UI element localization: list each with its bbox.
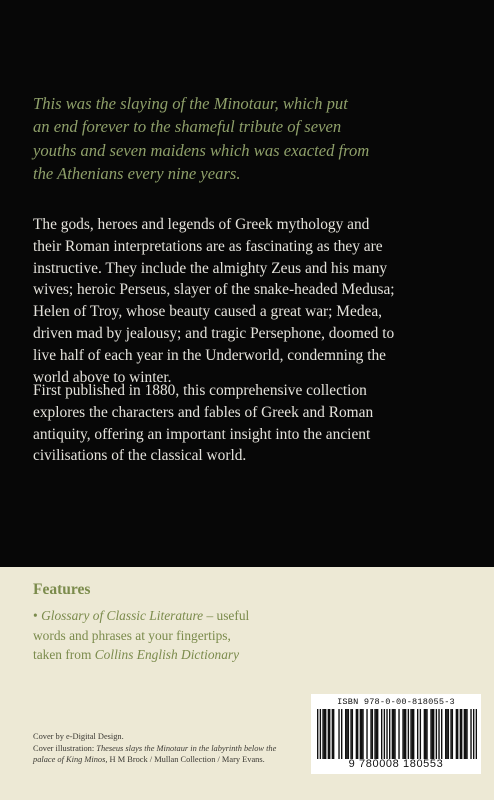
barcode-bar bbox=[432, 709, 433, 759]
paragraph-line: First published in 1880, this comprehensive collection bbox=[33, 382, 367, 399]
quote-line: youths and seven maidens which was exacted from bbox=[33, 140, 370, 160]
features-heading: Features bbox=[33, 581, 91, 598]
barcode-bar bbox=[466, 709, 467, 759]
barcode-bar bbox=[433, 709, 434, 759]
barcode-bar bbox=[448, 709, 449, 759]
barcode-bar bbox=[370, 709, 371, 759]
barcode-bar bbox=[389, 709, 390, 759]
barcode-bars bbox=[317, 709, 477, 759]
barcode-bar bbox=[460, 709, 461, 759]
barcode-bar bbox=[424, 709, 425, 759]
barcode-bar bbox=[372, 709, 373, 759]
barcode-bar bbox=[398, 709, 399, 759]
barcode-bar bbox=[461, 709, 462, 759]
paragraph-line: their Roman interpretations are as fascinating as they are bbox=[33, 237, 383, 255]
barcode-bar bbox=[405, 709, 406, 759]
barcode-bar bbox=[436, 709, 437, 759]
barcode-bar bbox=[392, 709, 393, 759]
barcode-bar bbox=[456, 709, 457, 759]
barcode-bar bbox=[412, 709, 413, 759]
description-paragraph-1 bbox=[33, 214, 473, 388]
cover-credits bbox=[33, 731, 323, 766]
barcode-number: 9 780008 180553 bbox=[348, 758, 444, 770]
paragraph-line: instructive. They include the almighty Zeus and his many bbox=[33, 259, 388, 277]
barcode-bar bbox=[332, 709, 333, 759]
credit-line-2: Cover illustration: Theseus slays the Minotaur in the labyrinth below the bbox=[33, 743, 277, 753]
barcode-bar bbox=[452, 709, 453, 759]
barcode-bar bbox=[394, 709, 395, 759]
barcode-bar bbox=[473, 709, 474, 759]
barcode-bar bbox=[445, 709, 446, 759]
barcode-bar bbox=[328, 709, 329, 759]
barcode-bar bbox=[377, 709, 378, 759]
feature-text: – useful bbox=[203, 608, 250, 623]
barcode-bar bbox=[362, 709, 363, 759]
barcode-bar bbox=[322, 709, 323, 759]
barcode-bar bbox=[325, 709, 326, 759]
bullet: • bbox=[33, 608, 38, 623]
paragraph-line: live half of each year in the Underworld, condemning the bbox=[33, 346, 387, 364]
barcode-bar bbox=[345, 709, 346, 759]
barcode-bar bbox=[346, 709, 347, 759]
featured-quote bbox=[33, 92, 473, 186]
barcode-label bbox=[311, 694, 481, 774]
description-paragraph-2 bbox=[33, 380, 473, 467]
barcode-bar bbox=[465, 709, 466, 759]
barcode-bar bbox=[470, 709, 471, 759]
features-list-item bbox=[33, 606, 333, 665]
barcode-bar bbox=[386, 709, 387, 759]
barcode-bar bbox=[413, 709, 414, 759]
barcode-bar bbox=[350, 709, 351, 759]
barcode-bar bbox=[404, 709, 405, 759]
barcode-bar bbox=[357, 709, 358, 759]
barcode-bar bbox=[360, 709, 361, 759]
quote-line: the Athenians every nine years. bbox=[33, 164, 241, 184]
barcode-bar bbox=[402, 709, 403, 759]
barcode-bar bbox=[341, 709, 342, 759]
paragraph-line: world above to winter. bbox=[33, 368, 172, 386]
barcode-bar bbox=[476, 709, 477, 759]
paragraph-line: antiquity, offering an important insight into the ancient bbox=[33, 425, 371, 443]
barcode-bar bbox=[446, 709, 447, 759]
quote-line: an end forever to the shameful tribute of seven bbox=[33, 117, 342, 137]
isbn-text: ISBN 978-0-00-818055-3 bbox=[337, 697, 455, 707]
credit-line-1: Cover by e-Digital Design. bbox=[33, 732, 124, 741]
barcode-bar bbox=[408, 709, 409, 759]
barcode-bar bbox=[441, 709, 442, 759]
barcode-bar bbox=[438, 709, 439, 759]
dictionary-title: Collins English Dictionary bbox=[94, 647, 240, 663]
feature-line-3: taken from Collins English Dictionary bbox=[33, 647, 240, 663]
barcode-bar bbox=[374, 709, 375, 759]
barcode-bar bbox=[464, 709, 465, 759]
paragraph-line: explores the characters and fables of Greek and Roman bbox=[33, 403, 374, 421]
barcode-bar bbox=[384, 709, 385, 759]
barcode-bar bbox=[381, 709, 382, 759]
paragraph-line: The gods, heroes and legends of Greek mythology and bbox=[33, 216, 370, 233]
paragraph-line: Helen of Troy, whose beauty caused a great war; Medea, bbox=[33, 303, 383, 321]
barcode-bar bbox=[320, 709, 321, 759]
feature-line-1 bbox=[33, 606, 333, 626]
barcode-bar bbox=[420, 709, 421, 759]
barcode-bar bbox=[356, 709, 357, 759]
barcode-bar bbox=[352, 709, 353, 759]
barcode-bar bbox=[366, 709, 367, 759]
barcode-bar bbox=[348, 709, 349, 759]
barcode-bar bbox=[450, 709, 451, 759]
barcode-bar bbox=[333, 709, 334, 759]
barcode-bar bbox=[425, 709, 426, 759]
barcode-bar bbox=[338, 709, 339, 759]
barcode-bar bbox=[426, 709, 427, 759]
feature-title: Glossary of Classic Literature bbox=[41, 608, 204, 623]
feature-line-2: words and phrases at your fingertips, bbox=[33, 627, 231, 643]
barcode-bar bbox=[393, 709, 394, 759]
paragraph-line: civilisations of the classical world. bbox=[33, 447, 247, 465]
credit-line-3: palace of King Minos, H M Brock / Mullan Collection / Mary Evans. bbox=[33, 755, 265, 765]
barcode-bar bbox=[430, 709, 431, 759]
barcode-bar bbox=[457, 709, 458, 759]
barcode-bar bbox=[361, 709, 362, 759]
barcode-bar bbox=[324, 709, 325, 759]
quote-line: This was the slaying of the Minotaur, which put bbox=[33, 94, 348, 113]
barcode-bar bbox=[417, 709, 418, 759]
paragraph-line: driven mad by jealousy; and tragic Persephone, doomed to bbox=[33, 324, 395, 342]
barcode-bar bbox=[317, 709, 318, 759]
paragraph-line: wives; heroic Perseus, slayer of the snake-headed Medusa; bbox=[33, 281, 395, 299]
barcode-bar bbox=[376, 709, 377, 759]
barcode-bar bbox=[329, 709, 330, 759]
barcode-bar bbox=[410, 709, 411, 759]
